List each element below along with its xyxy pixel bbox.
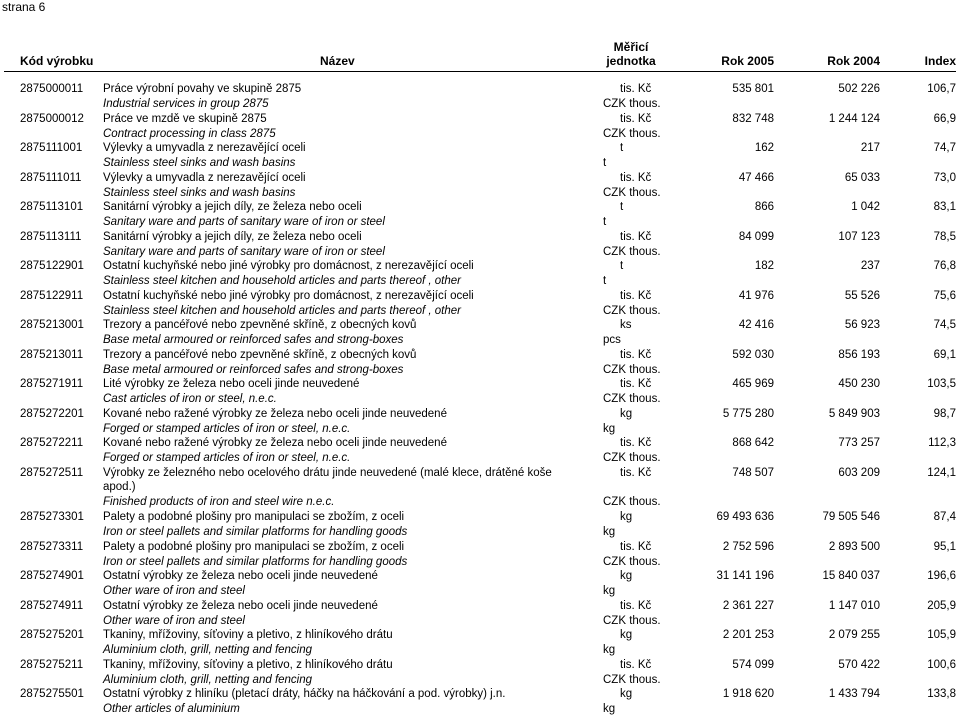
value-index: 66,9 <box>933 112 956 125</box>
value-2004: 1 244 124 <box>828 112 880 125</box>
unit-en: t <box>603 275 607 287</box>
unit-cz: kg <box>620 511 633 523</box>
unit-cz: kg <box>620 570 633 582</box>
product-name-en: Forged or stamped articles of iron or steel, n.e.c. <box>103 452 351 464</box>
table-row <box>0 169 960 199</box>
product-code: 2875113111 <box>20 230 82 243</box>
product-name-en: Stainless steel kitchen and household articles and parts thereof , other <box>103 304 461 317</box>
value-2005: 47 466 <box>738 171 774 184</box>
product-name-en: Other ware of iron and steel <box>103 585 245 597</box>
product-name-en: Industrial services in group 2875 <box>103 98 269 110</box>
product-name-cz: Kované nebo ražené výrobky ze železa nebo oceli jinde neuvedené <box>103 437 447 449</box>
unit-en: CZK thous. <box>603 127 661 140</box>
value-2004: 1 042 <box>851 201 880 213</box>
unit-cz: tis. Kč <box>620 171 652 184</box>
value-2004: 2 893 500 <box>828 540 880 553</box>
product-name-en: Stainless steel sinks and wash basins <box>103 186 296 199</box>
page-number-label: strana 6 <box>2 0 46 14</box>
product-code: 2875275201 <box>20 629 84 641</box>
product-name-cz: Kované nebo ražené výrobky ze železa nebo oceli jinde neuvedené <box>103 407 447 420</box>
table-row <box>0 346 960 376</box>
unit-cz: tis. Kč <box>620 599 652 612</box>
product-code: 2875272201 <box>20 407 84 420</box>
product-code: 2875272511 <box>20 466 84 479</box>
unit-en: CZK thous. <box>603 245 661 258</box>
table-header <box>0 34 960 70</box>
table-row <box>0 434 960 464</box>
unit-en: CZK thous. <box>603 673 661 686</box>
value-2005: 31 141 196 <box>716 570 774 582</box>
table-row <box>0 257 960 287</box>
value-2005: 574 099 <box>732 658 774 671</box>
table-row <box>0 316 960 346</box>
value-2004: 502 226 <box>838 83 880 95</box>
value-index: 196,6 <box>927 570 956 582</box>
unit-en: CZK thous. <box>603 614 661 627</box>
unit-en: CZK thous. <box>603 98 661 110</box>
unit-cz: kg <box>620 688 633 700</box>
product-name-en: Aluminium cloth, grill, netting and fencing <box>103 673 313 686</box>
value-2005: 41 976 <box>738 289 774 302</box>
header-name: Název <box>320 54 355 68</box>
product-code: 2875274911 <box>20 599 84 612</box>
value-index: 74,5 <box>933 319 956 331</box>
product-name-en: Finished products of iron and steel wire n.e.c. <box>103 495 335 508</box>
product-name-cz: Trezory a pancéřové nebo zpevněné skříně, z obecných kovů <box>103 319 417 331</box>
value-index: 100,6 <box>927 658 956 671</box>
value-2004: 570 422 <box>838 658 880 671</box>
value-2005: 5 775 280 <box>722 407 774 420</box>
unit-cz: kg <box>620 407 633 420</box>
product-name-cz: Práce ve mzdě ve skupině 2875 <box>103 112 267 125</box>
value-index: 205,9 <box>927 599 956 612</box>
value-2005: 42 416 <box>738 319 774 331</box>
value-2005: 69 493 636 <box>716 511 774 523</box>
value-2004: 856 193 <box>838 348 880 361</box>
product-code: 2875272211 <box>20 437 84 449</box>
unit-en: CZK thous. <box>603 555 661 568</box>
header-index: Index <box>924 54 956 68</box>
value-2005: 535 801 <box>732 83 774 95</box>
product-name-en: Sanitary ware and parts of sanitary ware of iron or steel <box>103 245 385 258</box>
header-unit-line1: Měřicí <box>613 40 649 54</box>
value-index: 87,4 <box>933 511 956 523</box>
product-code: 2875122911 <box>20 289 84 302</box>
value-2004: 773 257 <box>838 437 880 449</box>
value-2005: 182 <box>754 260 774 272</box>
value-2005: 592 030 <box>732 348 774 361</box>
product-name-cz: Výlevky a umyvadla z nerezavějící oceli <box>103 171 306 184</box>
product-name-cz: Sanitární výrobky a jejich díly, ze železa nebo oceli <box>103 230 362 243</box>
table-row <box>0 228 960 258</box>
header-product-code: Kód výrobku <box>20 54 94 68</box>
product-name-en: Other articles of aluminium <box>103 703 240 715</box>
value-index: 106,7 <box>927 83 956 95</box>
product-code: 2875213011 <box>20 348 84 361</box>
unit-en: CZK thous. <box>603 186 661 199</box>
unit-en: kg <box>603 703 616 715</box>
value-2004: 2 079 255 <box>828 629 880 641</box>
table-row <box>0 405 960 435</box>
product-code: 2875275211 <box>20 658 84 671</box>
unit-cz: tis. Kč <box>620 83 652 95</box>
value-index: 73,0 <box>933 171 956 184</box>
value-index: 105,9 <box>927 629 956 641</box>
product-code: 2875113101 <box>20 201 84 213</box>
value-2005: 465 969 <box>732 378 774 390</box>
product-name-cz: Tkaniny, mřížoviny, síťoviny a pletivo, z hliníkového drátu <box>103 629 393 641</box>
unit-cz: t <box>620 201 624 213</box>
product-code: 2875274901 <box>20 570 84 582</box>
value-2004: 65 033 <box>844 171 880 184</box>
value-2004: 55 526 <box>844 289 880 302</box>
product-name-cz: Výrobky ze železného nebo ocelového drátu jinde neuvedené (malé klece, drátěné koše apod.) <box>103 466 552 493</box>
unit-cz: tis. Kč <box>620 540 652 553</box>
table-row <box>0 198 960 228</box>
unit-cz: tis. Kč <box>620 466 652 479</box>
product-code: 2875122901 <box>20 260 84 272</box>
header-year-2004: Rok 2004 <box>827 54 880 68</box>
value-index: 103,5 <box>927 378 956 390</box>
product-code: 2875273301 <box>20 511 84 523</box>
product-name-cz: Práce výrobní povahy ve skupině 2875 <box>103 83 302 95</box>
product-name-cz: Výlevky a umyvadla z nerezavějící oceli <box>103 142 306 154</box>
unit-cz: tis. Kč <box>620 378 652 390</box>
product-name-cz: Sanitární výrobky a jejich díly, ze železa nebo oceli <box>103 201 362 213</box>
value-2005: 866 <box>754 201 774 213</box>
product-name-cz: Trezory a pancéřové nebo zpevněné skříně, z obecných kovů <box>103 348 417 361</box>
value-2005: 748 507 <box>732 466 774 479</box>
value-index: 69,1 <box>933 348 956 361</box>
value-2005: 2 361 227 <box>722 599 774 612</box>
unit-cz: tis. Kč <box>620 289 652 302</box>
product-name-en: Stainless steel kitchen and household articles and parts thereof , other <box>103 275 461 287</box>
table-row <box>0 139 960 169</box>
value-index: 78,5 <box>933 230 956 243</box>
unit-en: t <box>603 216 607 228</box>
product-name-cz: Palety a podobné plošiny pro manipulaci se zbožím, z oceli <box>103 540 405 553</box>
product-name-en: Forged or stamped articles of iron or steel, n.e.c. <box>103 422 351 435</box>
unit-cz: kg <box>620 629 633 641</box>
value-2004: 603 209 <box>838 466 880 479</box>
value-2004: 15 840 037 <box>822 570 880 582</box>
unit-en: kg <box>603 526 616 538</box>
value-2005: 2 201 253 <box>722 629 774 641</box>
value-2005: 2 752 596 <box>722 540 774 553</box>
value-index: 76,8 <box>933 260 956 272</box>
header-unit-line2: jednotka <box>606 54 656 68</box>
value-2005: 832 748 <box>732 112 774 125</box>
unit-en: CZK thous. <box>603 393 661 405</box>
value-2004: 79 505 546 <box>822 511 880 523</box>
product-name-en: Aluminium cloth, grill, netting and fencing <box>103 644 313 656</box>
product-name-cz: Lité výrobky ze železa nebo oceli jinde neuvedené <box>103 378 360 390</box>
value-index: 83,1 <box>933 201 956 213</box>
product-name-cz: Ostatní výrobky z hliníku (pletací dráty, háčky na háčkování a pod. výrobky) j.n. <box>103 688 506 700</box>
value-2005: 162 <box>754 142 774 154</box>
unit-en: pcs <box>603 334 621 346</box>
value-2004: 217 <box>860 142 880 154</box>
table-row <box>0 80 960 110</box>
unit-en: CZK thous. <box>603 452 661 464</box>
value-2005: 1 918 620 <box>722 688 774 700</box>
value-index: 74,7 <box>933 142 956 154</box>
product-name-en: Cast articles of iron or steel, n.e.c. <box>103 393 277 405</box>
value-index: 133,8 <box>927 688 956 700</box>
product-name-en: Base metal armoured or reinforced safes and strong-boxes <box>103 334 404 346</box>
table-row <box>0 597 960 627</box>
table-row <box>0 685 960 715</box>
table-row <box>0 464 960 509</box>
value-2004: 5 849 903 <box>828 407 880 420</box>
unit-en: t <box>603 157 607 169</box>
value-index: 95,1 <box>933 540 956 553</box>
product-name-cz: Palety a podobné plošiny pro manipulaci se zbožím, z oceli <box>103 511 405 523</box>
header-divider <box>4 71 956 72</box>
unit-cz: tis. Kč <box>620 658 652 671</box>
unit-en: kg <box>603 644 616 656</box>
product-code: 2875213001 <box>20 319 84 331</box>
header-unit <box>602 40 660 68</box>
product-name-cz: Tkaniny, mřížoviny, síťoviny a pletivo, z hliníkového drátu <box>103 658 393 671</box>
unit-cz: ks <box>620 319 632 331</box>
product-code: 2875000012 <box>20 112 84 125</box>
product-name-cz: Ostatní výrobky ze železa nebo oceli jinde neuvedené <box>103 570 378 582</box>
value-2005: 868 642 <box>732 437 774 449</box>
product-name-en: Iron or steel pallets and similar platforms for handling goods <box>103 555 408 568</box>
value-index: 75,6 <box>933 289 956 302</box>
product-name-en: Stainless steel sinks and wash basins <box>103 157 296 169</box>
unit-cz: t <box>620 260 624 272</box>
header-year-2005: Rok 2005 <box>721 54 774 68</box>
value-2004: 56 923 <box>844 319 880 331</box>
product-name-cz: Ostatní výrobky ze železa nebo oceli jinde neuvedené <box>103 599 378 612</box>
table-row <box>0 110 960 140</box>
value-index: 112,3 <box>928 437 956 449</box>
unit-cz: tis. Kč <box>620 437 652 449</box>
product-name-cz: Ostatní kuchyňské nebo jiné výrobky pro domácnost, z nerezavějící oceli <box>103 289 474 302</box>
unit-cz: tis. Kč <box>620 348 652 361</box>
table-row <box>0 626 960 656</box>
table-row <box>0 508 960 538</box>
product-code: 2875000011 <box>20 83 84 95</box>
product-code: 2875275501 <box>20 688 84 700</box>
unit-cz: tis. Kč <box>620 230 652 243</box>
unit-cz: tis. Kč <box>620 112 652 125</box>
product-name-en: Contract processing in class 2875 <box>103 127 276 140</box>
table-row <box>0 375 960 405</box>
product-code: 2875111011 <box>20 171 82 184</box>
product-code: 2875273311 <box>20 540 84 553</box>
table-row <box>0 287 960 317</box>
unit-en: CZK thous. <box>603 363 661 376</box>
unit-en: CZK thous. <box>603 495 661 508</box>
table-row <box>0 567 960 597</box>
value-2004: 450 230 <box>838 378 880 390</box>
product-code: 2875271911 <box>20 378 84 390</box>
unit-cz: t <box>620 142 624 154</box>
value-2004: 107 123 <box>838 230 880 243</box>
value-2004: 1 433 794 <box>828 688 880 700</box>
unit-en: kg <box>603 585 616 597</box>
product-name-en: Other ware of iron and steel <box>103 614 245 627</box>
product-name-en: Base metal armoured or reinforced safes and strong-boxes <box>103 363 404 376</box>
product-name-cz: Ostatní kuchyňské nebo jiné výrobky pro domácnost, z nerezavějící oceli <box>103 260 474 272</box>
value-index: 124,1 <box>927 466 956 479</box>
value-2005: 84 099 <box>738 230 774 243</box>
product-name-en: Iron or steel pallets and similar platforms for handling goods <box>103 526 408 538</box>
table-row <box>0 656 960 686</box>
table-row <box>0 538 960 568</box>
unit-en: kg <box>603 422 616 435</box>
unit-en: CZK thous. <box>603 304 661 317</box>
value-2004: 1 147 010 <box>828 599 880 612</box>
value-2004: 237 <box>860 260 880 272</box>
product-name-en: Sanitary ware and parts of sanitary ware of iron or steel <box>103 216 385 228</box>
table-body <box>0 80 960 715</box>
value-index: 98,7 <box>933 407 956 420</box>
product-code: 2875111001 <box>20 142 83 154</box>
